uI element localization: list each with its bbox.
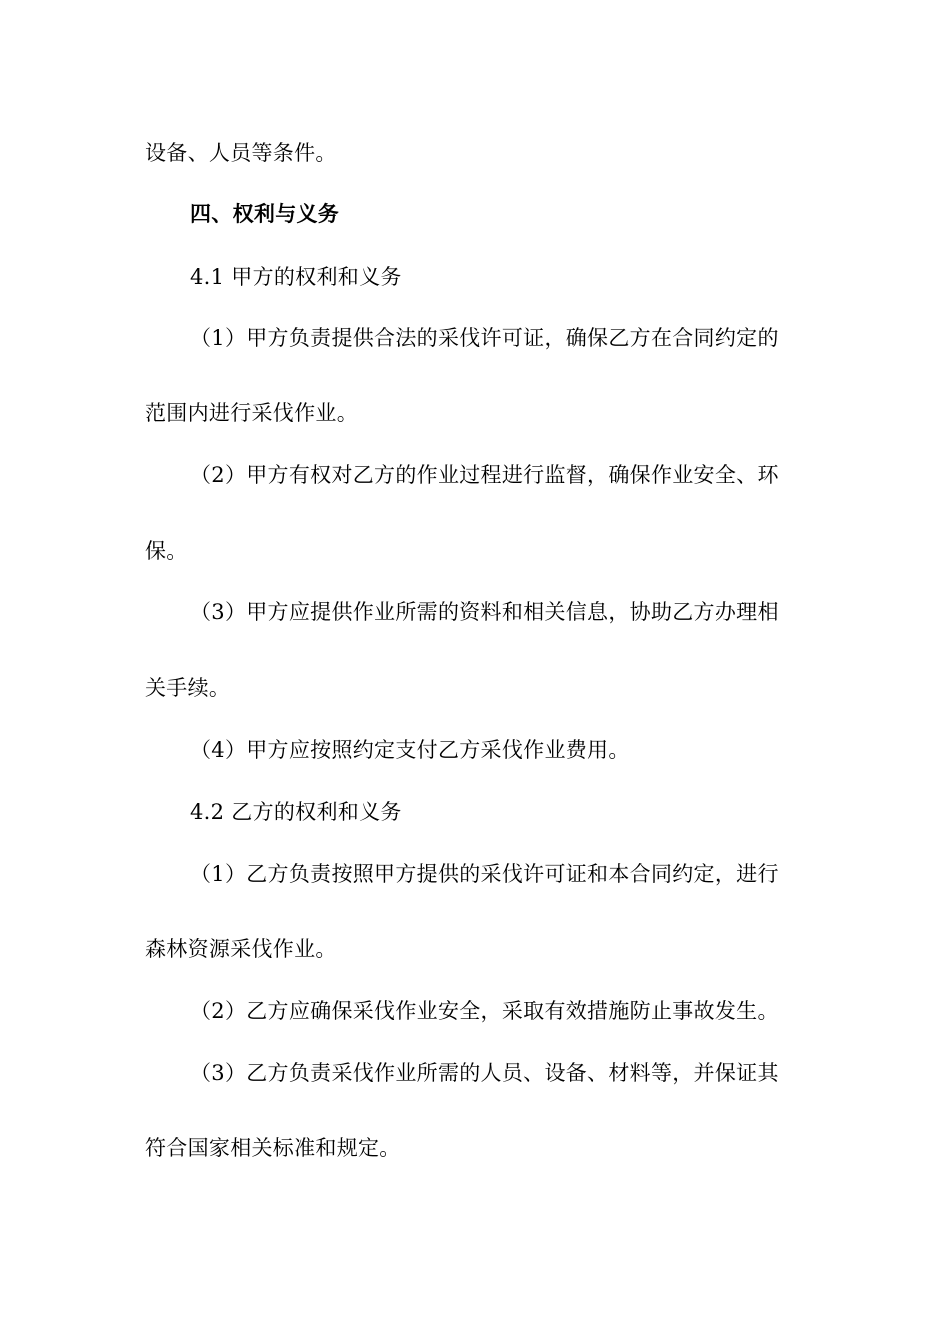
- clause-b2: （2）乙方应确保采伐作业安全，采取有效措施防止事故发生。: [190, 999, 779, 1023]
- clause-a2-line1: （2）甲方有权对乙方的作业过程进行监督，确保作业安全、环: [190, 463, 779, 487]
- clause-b3-line2: 符合国家相关标准和规定。: [145, 1136, 401, 1160]
- continuation-text: 设备、人员等条件。: [145, 141, 337, 165]
- clause-b1-line1: （1）乙方负责按照甲方提供的采伐许可证和本合同约定，进行: [190, 862, 779, 886]
- clause-a2-line2: 保。: [145, 539, 188, 563]
- clause-a3-line2: 关手续。: [145, 676, 231, 700]
- clause-a1-line1: （1）甲方负责提供合法的采伐许可证，确保乙方在合同约定的: [190, 326, 779, 350]
- section-heading: 四、权利与义务: [190, 201, 340, 226]
- clause-a1-line2: 范围内进行采伐作业。: [145, 401, 358, 425]
- clause-b3-line1: （3）乙方负责采伐作业所需的人员、设备、材料等，并保证其: [190, 1061, 779, 1085]
- subsection-title-party-a: 4.1 甲方的权利和义务: [190, 265, 402, 289]
- clause-b1-line2: 森林资源采伐作业。: [145, 937, 337, 961]
- clause-a3-line1: （3）甲方应提供作业所需的资料和相关信息，协助乙方办理相: [190, 600, 779, 624]
- clause-a4: （4）甲方应按照约定支付乙方采伐作业费用。: [190, 738, 630, 762]
- subsection-title-party-b: 4.2 乙方的权利和义务: [190, 800, 402, 824]
